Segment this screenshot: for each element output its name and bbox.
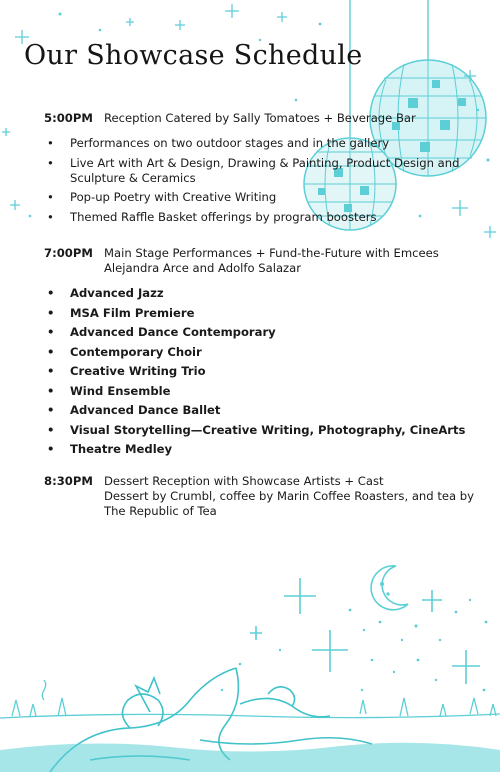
crescent-moon-icon (371, 566, 408, 610)
sparkle-icon (250, 578, 480, 684)
schedule-entry (44, 111, 474, 126)
schedule-entry (44, 246, 474, 276)
list-item: • Advanced Dance Contemporary (44, 325, 474, 340)
schedule-entry (44, 474, 474, 519)
schedule-time: 5:00PM (44, 111, 93, 125)
schedule-description (104, 474, 474, 519)
list-item: • Wind Ensemble (44, 384, 474, 399)
schedule-section-830pm (44, 474, 474, 519)
schedule-description-line: Dessert Reception with Showcase Artists + Cast (104, 474, 384, 488)
list-item: • Visual Storytelling—Creative Writing, Photography, CineArts (44, 423, 474, 438)
performance-list (44, 286, 474, 457)
schedule-time: 7:00PM (44, 246, 93, 260)
schedule-section-5pm (44, 111, 474, 229)
list-item: • Advanced Jazz (44, 286, 474, 301)
list-item: • Live Art with Art & Design, Drawing & Painting, Product Design and Sculpture & Ceramics (44, 156, 474, 186)
list-item: • Performances on two outdoor stages and in the gallery (44, 136, 474, 151)
schedule-section-7pm (44, 246, 474, 462)
list-item: • MSA Film Premiere (44, 306, 474, 321)
activity-list (44, 136, 474, 225)
page-title: Our Showcase Schedule (24, 40, 363, 71)
list-item: • Themed Raffle Basket offerings by program boosters (44, 210, 474, 225)
schedule-description: Main Stage Performances + Fund-the-Future with Emcees Alejandra Arce and Adolfo Salazar (104, 246, 439, 275)
list-item: • Creative Writing Trio (44, 364, 474, 379)
schedule-description: Reception Catered by Sally Tomatoes + Beverage Bar (104, 111, 416, 125)
schedule-time: 8:30PM (44, 474, 93, 488)
schedule-description-line: Dessert by Crumbl, coffee by Marin Coffee Roasters, and tea by The Republic of Tea (104, 489, 475, 518)
list-item: • Theatre Medley (44, 442, 474, 457)
list-item: • Contemporary Choir (44, 345, 474, 360)
list-item: • Pop-up Poetry with Creative Writing (44, 190, 474, 205)
list-item: • Advanced Dance Ballet (44, 403, 474, 418)
grass-illustration (0, 680, 500, 718)
